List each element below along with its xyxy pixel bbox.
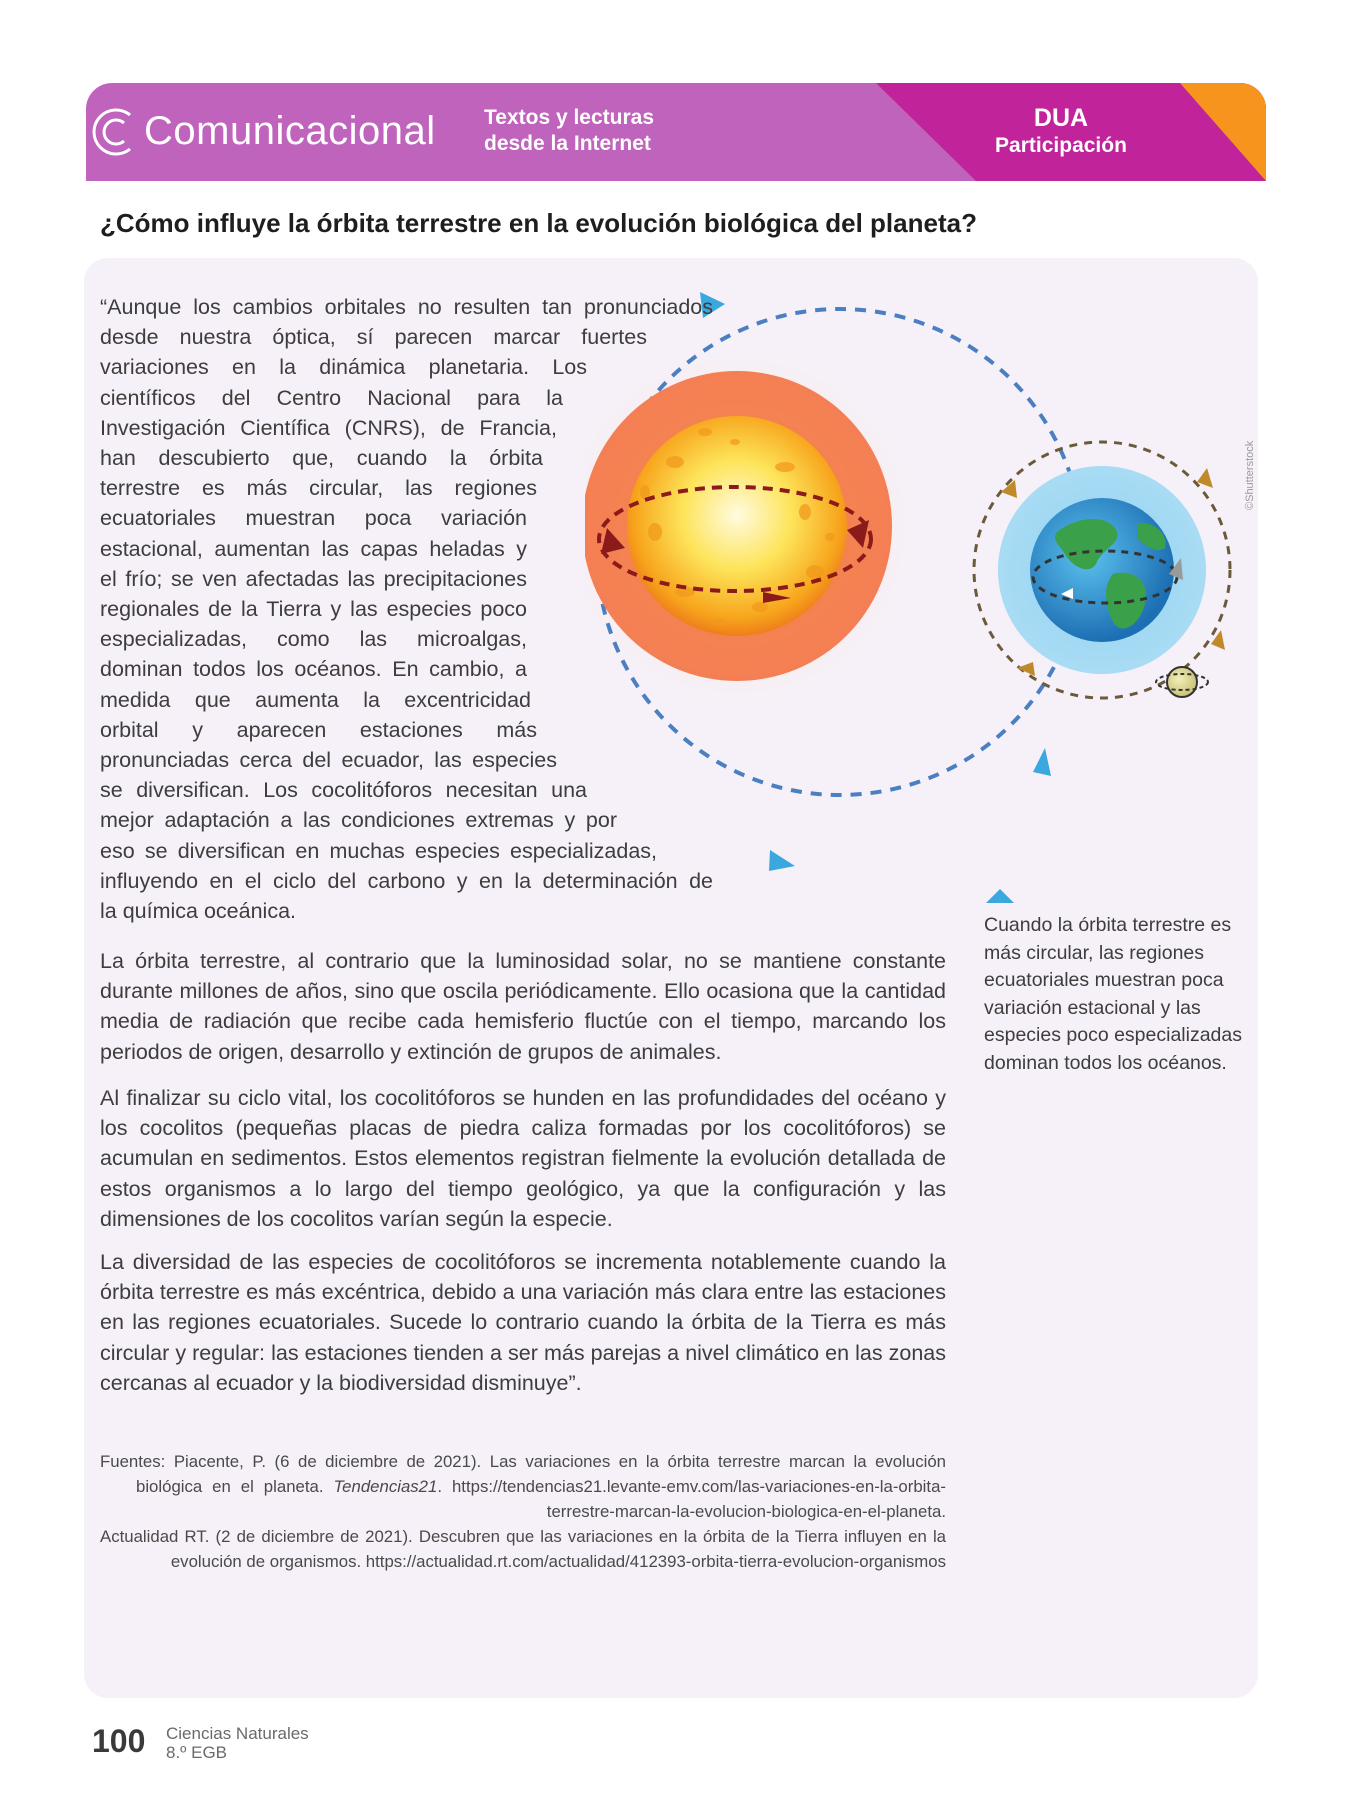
text-line: eso se diversifican en muchas especies especializadas, bbox=[100, 838, 657, 863]
body-paragraph: Al finalizar su ciclo vital, los cocolitóforos se hunden en las profundidades del océano y los cocolitos (pequeñas placas de piedra caliza formadas por los cocolitóforos) se acumulan en sedimentos. Estos elementos registran fielmente la evolución detallada de estos organismos a lo largo del tiempo geológico, ya que la configuración y las dimensiones de los cocolitos varían según la especie. bbox=[100, 1086, 946, 1231]
text-line: regionales de la Tierra y las especies poco bbox=[100, 597, 527, 622]
dua-tag bbox=[979, 103, 1143, 159]
text-line: ecuatoriales muestran poca variación bbox=[100, 506, 527, 531]
section-subtitle-line1: Textos y lecturas bbox=[484, 106, 655, 129]
text-line: terrestre es más circular, las regiones bbox=[100, 476, 537, 501]
text-line: desde nuestra óptica, sí parecen marcar fuertes bbox=[100, 325, 647, 350]
orbit-arrow-icon bbox=[769, 850, 795, 871]
text-line: estacional, aumentan las capas heladas y bbox=[100, 536, 527, 561]
moon bbox=[1167, 667, 1197, 697]
text-line: mejor adaptación a las condiciones extremas y por bbox=[100, 808, 617, 833]
source-1-url: . https://tendencias21.levante-emv.com/las-variaciones-en-la-orbita-terrestre-marcan-la-evolucion-biologica-en-el-planeta. bbox=[437, 1477, 946, 1521]
body-paragraph: La diversidad de las especies de cocolitóforos se incrementa notablemente cuando la órbita terrestre es más excéntrica, debido a una variación más clara entre las estaciones en las regiones ecuatoriales. Sucede lo contrario cuando la órbita de la Tierra es más circular y regular: las estaciones tienden a ser más parejas a nivel climático en las zonas cercanas al ecuador y la biodiversidad disminuye”. bbox=[100, 1250, 946, 1395]
section-subtitle-line2: desde la Internet bbox=[484, 132, 651, 155]
body-paragraph: La órbita terrestre, al contrario que la luminosidad solar, no se mantiene constante durante millones de años, sino que oscila periódicamente. Ello ocasiona que la cantidad media de radiación que recibe cada hemisferio fluctúe con el tiempo, marcando los periodos de origen, desarrollo y extinción de grupos de animales. bbox=[100, 949, 946, 1064]
text-line: han descubierto que, cuando la órbita bbox=[100, 446, 543, 471]
page-title: ¿Cómo influye la órbita terrestre en la evolución biológica del planeta? bbox=[100, 208, 977, 238]
orbit-arrow-icon bbox=[1033, 748, 1051, 776]
dua-tag-subtitle: Participación bbox=[995, 134, 1127, 157]
moon-orbit-arrow-icon bbox=[1017, 662, 1035, 676]
page-number: 100 bbox=[92, 1723, 146, 1759]
text-line: dominan todos los océanos. En cambio, a bbox=[100, 657, 527, 682]
text-line: influyendo en el ciclo del carbono y en la determinación de bbox=[100, 868, 713, 893]
earth bbox=[1030, 498, 1174, 642]
section-subtitle bbox=[484, 105, 654, 157]
footer-grade: 8.º EGB bbox=[166, 1743, 228, 1762]
caption-marker-icon bbox=[986, 889, 1014, 903]
text-line: pronunciadas cerca del ecuador, las especies bbox=[100, 748, 557, 773]
source-1-journal: Tendencias21 bbox=[333, 1477, 438, 1496]
text-line: Investigación Científica (CNRS), de Francia, bbox=[100, 415, 557, 440]
footer-subject-name: Ciencias Naturales bbox=[166, 1724, 309, 1743]
text-line: orbital y aparecen estaciones más bbox=[100, 717, 537, 742]
image-credit: ©Shutterstock bbox=[1244, 440, 1256, 510]
text-line: variaciones en la dinámica planetaria. Los bbox=[100, 355, 587, 380]
section-banner bbox=[86, 83, 1266, 181]
dua-tag-title: DUA bbox=[1033, 104, 1089, 132]
text-line: el frío; se ven afectadas las precipitaciones bbox=[100, 566, 527, 591]
footer-subject bbox=[166, 1724, 309, 1762]
quote-block bbox=[100, 292, 713, 926]
text-line: “Aunque los cambios orbitales no resulten tan pronunciados bbox=[100, 295, 713, 319]
text-line: científicos del Centro Nacional para la bbox=[100, 385, 563, 410]
source-citation: Actualidad RT. (2 de diciembre de 2021). Descubren que las variaciones en la órbita de la Tierra influyen en la evolución de organismos. https://actualidad.rt.com/actualidad/412393-orbita-tierra-evolucion-organismos bbox=[100, 1527, 946, 1571]
figure-caption: Cuando la órbita terrestre es más circular, las regiones ecuatoriales muestran poca variación estacional y las especies poco especializadas dominan todos los océanos. bbox=[984, 914, 1242, 1074]
text-line: especializadas, como las microalgas, bbox=[100, 627, 527, 652]
source-citation bbox=[100, 1449, 946, 1524]
sources bbox=[100, 1449, 946, 1574]
section-title: Comunicacional bbox=[144, 109, 436, 153]
comunicacional-logo-icon bbox=[90, 103, 138, 161]
text-line: se diversifican. Los cocolitóforos necesitan una bbox=[100, 778, 587, 803]
text-line: medida que aumenta la excentricidad bbox=[100, 687, 531, 712]
text-line: la química oceánica. bbox=[100, 899, 296, 924]
source-1-text: Fuentes: Piacente, P. (6 de diciembre de 2021). Las variaciones en la órbita terrestre marcan la evolución biológica en el planeta. bbox=[100, 1452, 946, 1496]
